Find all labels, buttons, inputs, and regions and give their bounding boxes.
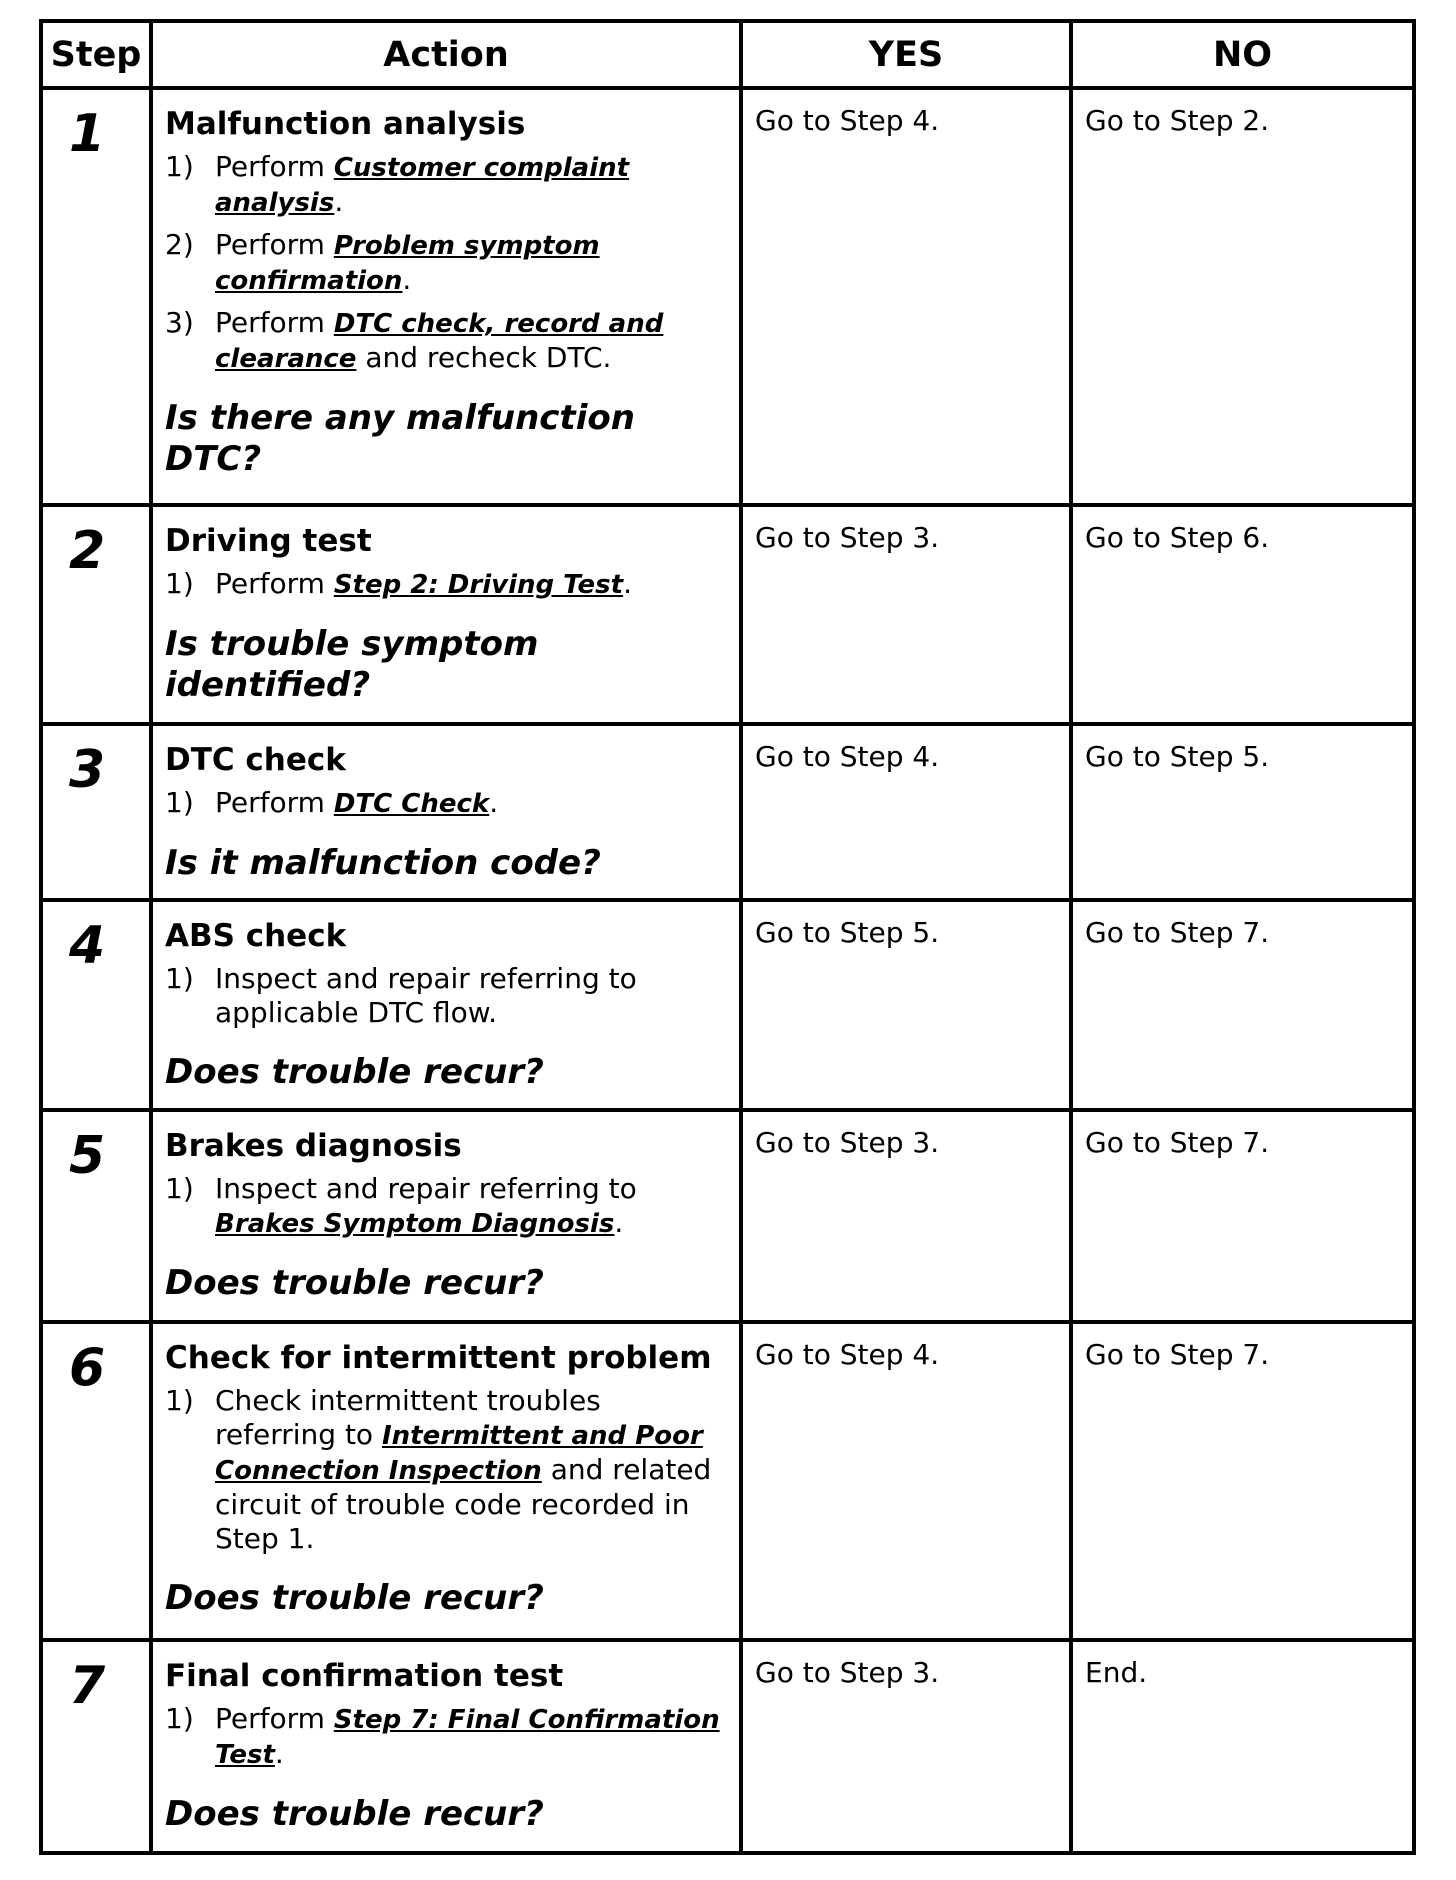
table-row (41, 1322, 1414, 1640)
item-number: 1) (165, 785, 194, 819)
procedure-link[interactable]: Step 7: Final Confirmation Test (215, 1705, 720, 1771)
no-result: Go to Step 2. (1085, 104, 1270, 137)
item-text (215, 228, 721, 298)
item-text-post: . (489, 785, 499, 819)
action-question: Is it malfunction code? (165, 842, 601, 883)
item-text-post: . (274, 1737, 284, 1771)
action-cell (151, 88, 741, 505)
item-text-pre: Perform (215, 228, 334, 261)
table-row (41, 505, 1414, 724)
action-cell (151, 1322, 741, 1640)
action-cell (151, 1640, 741, 1853)
no-cell (1071, 900, 1414, 1111)
item-text-post: and related circuit of trouble code recorded in Step 1. (215, 1453, 712, 1555)
table-row (41, 900, 1414, 1111)
action-title: Malfunction analysis (165, 106, 526, 142)
no-result: End. (1085, 1656, 1148, 1690)
action-cell (151, 900, 741, 1111)
step-number: 6 (69, 1338, 106, 1398)
action-list-item (165, 1172, 721, 1241)
item-text (215, 786, 721, 821)
item-text (215, 150, 721, 220)
item-number: 1) (165, 961, 194, 995)
yes-cell (741, 1640, 1071, 1853)
step-cell (41, 505, 151, 724)
item-text-pre: Perform (215, 150, 334, 183)
step-cell (41, 1640, 151, 1853)
item-text-pre: Perform (215, 1702, 334, 1736)
action-question: Does trouble recur? (165, 1051, 544, 1092)
item-number: 2) (165, 228, 194, 261)
action-title: Driving test (165, 522, 372, 559)
no-cell (1071, 88, 1414, 505)
item-text-pre: Perform (215, 785, 334, 819)
action-cell (151, 1110, 741, 1322)
no-result: Go to Step 5. (1085, 739, 1270, 773)
header-no: NO (1071, 21, 1414, 88)
table-row (41, 1110, 1414, 1322)
procedure-link[interactable]: Customer complaint analysis (215, 153, 630, 218)
step-cell (41, 1110, 151, 1322)
action-title: ABS check (165, 917, 347, 954)
item-text-pre: Perform (215, 306, 334, 339)
item-text (215, 1172, 721, 1241)
procedure-link[interactable]: DTC Check (333, 788, 490, 819)
step-number: 3 (69, 739, 106, 800)
step-number: 2 (69, 520, 106, 581)
action-list-item (165, 1384, 721, 1556)
yes-result: Go to Step 4. (755, 739, 940, 773)
item-text-pre: Check intermittent troubles referring to (215, 1384, 601, 1451)
yes-result: Go to Step 4. (755, 1338, 940, 1371)
item-text (215, 1702, 721, 1772)
header-step: Step (41, 21, 151, 88)
action-title: Final confirmation test (165, 1658, 564, 1695)
item-text (215, 1384, 721, 1556)
action-list-item (165, 1702, 721, 1772)
step-cell (41, 900, 151, 1111)
procedure-link[interactable]: Intermittent and Poor Connection Inspection (215, 1421, 703, 1486)
yes-cell (741, 1322, 1071, 1640)
item-number: 1) (165, 1702, 194, 1736)
header-yes: YES (741, 21, 1071, 88)
header-row (41, 21, 1414, 88)
item-number: 1) (165, 1384, 194, 1417)
yes-cell (741, 1110, 1071, 1322)
diagnostic-flow-table (39, 19, 1416, 1855)
procedure-link[interactable]: Problem symptom confirmation (215, 231, 600, 296)
action-question: Does trouble recur? (165, 1263, 544, 1304)
yes-cell (741, 88, 1071, 505)
action-question: Is trouble symptom identified? (165, 623, 539, 705)
table-row (41, 1640, 1414, 1853)
action-title: DTC check (165, 741, 346, 778)
no-result: Go to Step 7. (1085, 915, 1270, 949)
item-text-post: . (334, 185, 344, 218)
step-cell (41, 1322, 151, 1640)
action-cell (151, 724, 741, 900)
item-text-post: . (614, 1206, 624, 1240)
action-list-item (165, 150, 721, 220)
action-title: Check for intermittent problem (165, 1340, 712, 1376)
no-cell (1071, 505, 1414, 724)
header-action: Action (151, 21, 741, 88)
item-text (215, 306, 721, 376)
no-cell (1071, 1110, 1414, 1322)
action-list-item (165, 962, 721, 1030)
action-list-item (165, 567, 721, 602)
table-row (41, 88, 1414, 505)
yes-cell (741, 505, 1071, 724)
item-number: 1) (165, 566, 194, 600)
item-text (215, 567, 721, 602)
no-cell (1071, 1640, 1414, 1853)
action-list-item (165, 306, 721, 376)
no-cell (1071, 1322, 1414, 1640)
action-title: Brakes diagnosis (165, 1128, 462, 1165)
yes-cell (741, 724, 1071, 900)
action-list-item (165, 786, 721, 821)
item-text-pre: Inspect and repair referring to (215, 1172, 637, 1206)
item-text-pre: Perform (215, 566, 334, 600)
no-result: Go to Step 7. (1085, 1126, 1270, 1160)
action-cell (151, 505, 741, 724)
no-result: Go to Step 6. (1085, 520, 1270, 554)
procedure-link[interactable]: Step 2: Driving Test (333, 569, 624, 600)
item-text-post: . (623, 566, 632, 600)
step-number: 1 (69, 104, 106, 164)
step-number: 5 (69, 1126, 106, 1187)
yes-result: Go to Step 4. (755, 104, 940, 137)
no-result: Go to Step 7. (1085, 1338, 1270, 1371)
step-number: 4 (69, 915, 106, 976)
item-number: 1) (165, 1172, 194, 1206)
item-text-post: and recheck DTC. (356, 341, 612, 374)
item-number: 3) (165, 306, 194, 339)
procedure-link[interactable]: Brakes Symptom Diagnosis (215, 1209, 615, 1240)
action-list-item (165, 228, 721, 298)
step-cell (41, 88, 151, 505)
action-question: Does trouble recur? (165, 1794, 544, 1835)
item-text (215, 962, 721, 1030)
yes-result: Go to Step 5. (755, 915, 940, 949)
no-cell (1071, 724, 1414, 900)
item-number: 1) (165, 150, 194, 183)
action-question: Does trouble recur? (165, 1578, 544, 1618)
yes-result: Go to Step 3. (755, 1126, 940, 1160)
step-cell (41, 724, 151, 900)
yes-cell (741, 900, 1071, 1111)
yes-result: Go to Step 3. (755, 1656, 940, 1690)
yes-result: Go to Step 3. (755, 520, 940, 554)
action-question: Is there any malfunction DTC? (165, 398, 635, 479)
procedure-link[interactable]: DTC check, record and clearance (215, 309, 664, 374)
item-text-post: . (402, 263, 412, 296)
item-text-pre: Inspect and repair referring to applicable DTC flow. (215, 961, 637, 1029)
step-number: 7 (69, 1656, 106, 1717)
table-row (41, 724, 1414, 900)
